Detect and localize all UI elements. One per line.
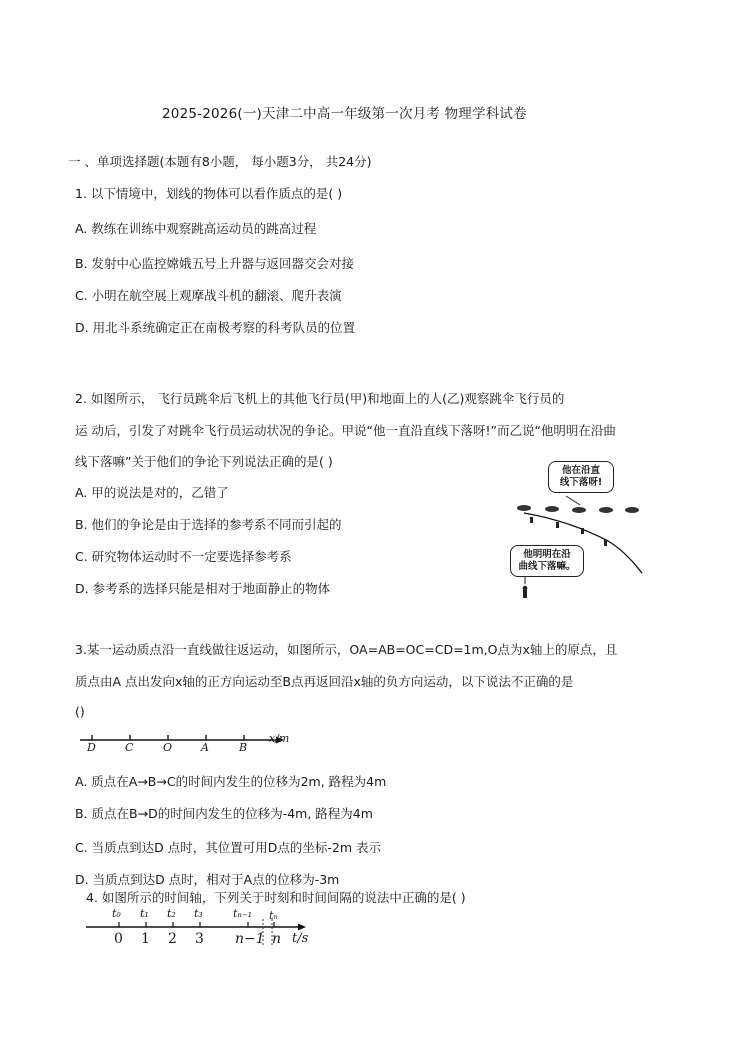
speech-bubble-jia [548,461,614,493]
q3-stem-line-2: 质点由A 点出发向x轴的正方向运动至B点再返回沿x轴的负方向运动，以下说法不正确的是 [75,674,574,689]
section-heading: 一 、单项选择题(本题有8小题， 每小题3分， 共24分) [68,154,372,169]
axis-point-d: D [87,741,96,754]
axis-point-o: O [163,741,173,754]
axis-point-c: C [125,741,134,754]
axis-value-n-1: n−1 [235,931,265,947]
q3-position-axis [78,728,308,760]
axis-value-3: 3 [195,931,204,947]
time-axis-unit: t/s [292,931,309,946]
speech-bubble-yi [510,545,584,577]
q2-option-a: A. 甲的说法是对的，乙错了 [75,485,229,500]
axis-point-a: A [201,741,209,754]
q2-stem-line-2: 运 动后，引发了对跳伞飞行员运动状况的争论。甲说“他一直沿直线下落呀!”而乙说“他明明在沿曲 [75,423,616,438]
page-title: 2025-2026(一)天津二中高一年级第一次月考 物理学科试卷 [162,106,527,122]
axis-value-0: 0 [114,931,123,947]
q3-option-a: A. 质点在A→B→C的时间内发生的位移为2m, 路程为4m [75,774,387,789]
q3-option-b: B. 质点在B→D的时间内发生的位移为-4m, 路程为4m [75,806,373,821]
q2-stem-line-1: 2. 如图所示， 飞行员跳伞后飞机上的其他飞行员(甲)和地面上的人(乙)观察跳伞飞行员的 [75,391,565,406]
q2-stem-line-3: 线下落嘛”关于他们的争论下列说法正确的是( ) [75,454,333,469]
axis-point-b: B [239,741,248,754]
axis-tick-tn-1: tₙ₋₁ [233,907,253,920]
q3-stem-line-3: () [75,704,85,719]
q1-option-c: C. 小明在航空展上观摩战斗机的翻滚、爬升表演 [75,288,342,303]
q3-stem-line-1: 3.某一运动质点沿一直线做往返运动，如图所示，OA=AB=OC=CD=1m,O点为x轴上的原点，且 [75,642,618,657]
q4-time-axis [86,905,326,951]
q2-option-b: B. 他们的争论是由于选择的参考系不同而引起的 [75,517,342,532]
axis-tick-t0: t₀ [112,907,121,920]
axis-value-2: 2 [168,931,177,947]
axis-tick-tn: tₙ [269,909,278,922]
axis-unit-label: x/m [269,732,290,745]
q1-option-a: A. 教练在训练中观察跳高运动员的跳高过程 [75,221,317,236]
q4-stem: 4. 如图所示的时间轴，下列关于时刻和时间间隔的说法中正确的是( ) [86,890,466,905]
parachute-figure [500,455,650,605]
q2-option-c: C. 研究物体运动时不一定要选择参考系 [75,549,292,564]
q3-option-c: C. 当质点到达D 点时，其位置可用D点的坐标-2m 表示 [75,840,382,855]
axis-value-1: 1 [141,931,150,947]
axis-tick-t3: t₃ [194,907,203,920]
q1-option-d: D. 用北斗系统确定正在南极考察的科考队员的位置 [75,320,356,335]
bubble-yi-line-2: 曲线下落嘛。 [518,561,576,572]
q3-option-d: D. 当质点到达D 点时，相对于A点的位移为-3m [75,872,340,887]
bubble-jia-line-2: 线下落呀! [559,477,603,488]
axis-tick-t2: t₂ [167,907,176,920]
q2-option-d: D. 参考系的选择只能是相对于地面静止的物体 [75,581,331,596]
bubble-jia-line-1: 他在沿直 [561,465,600,476]
axis-value-n: n [272,931,282,947]
axis-tick-t1: t₁ [140,907,149,920]
q1-stem: 1. 以下情境中，划线的物体可以看作质点的是( ) [75,186,343,201]
q1-option-b: B. 发射中心监控嫦娥五号上升器与返回器交会对接 [75,256,355,271]
bubble-yi-line-1: 他明明在沿 [523,549,571,560]
